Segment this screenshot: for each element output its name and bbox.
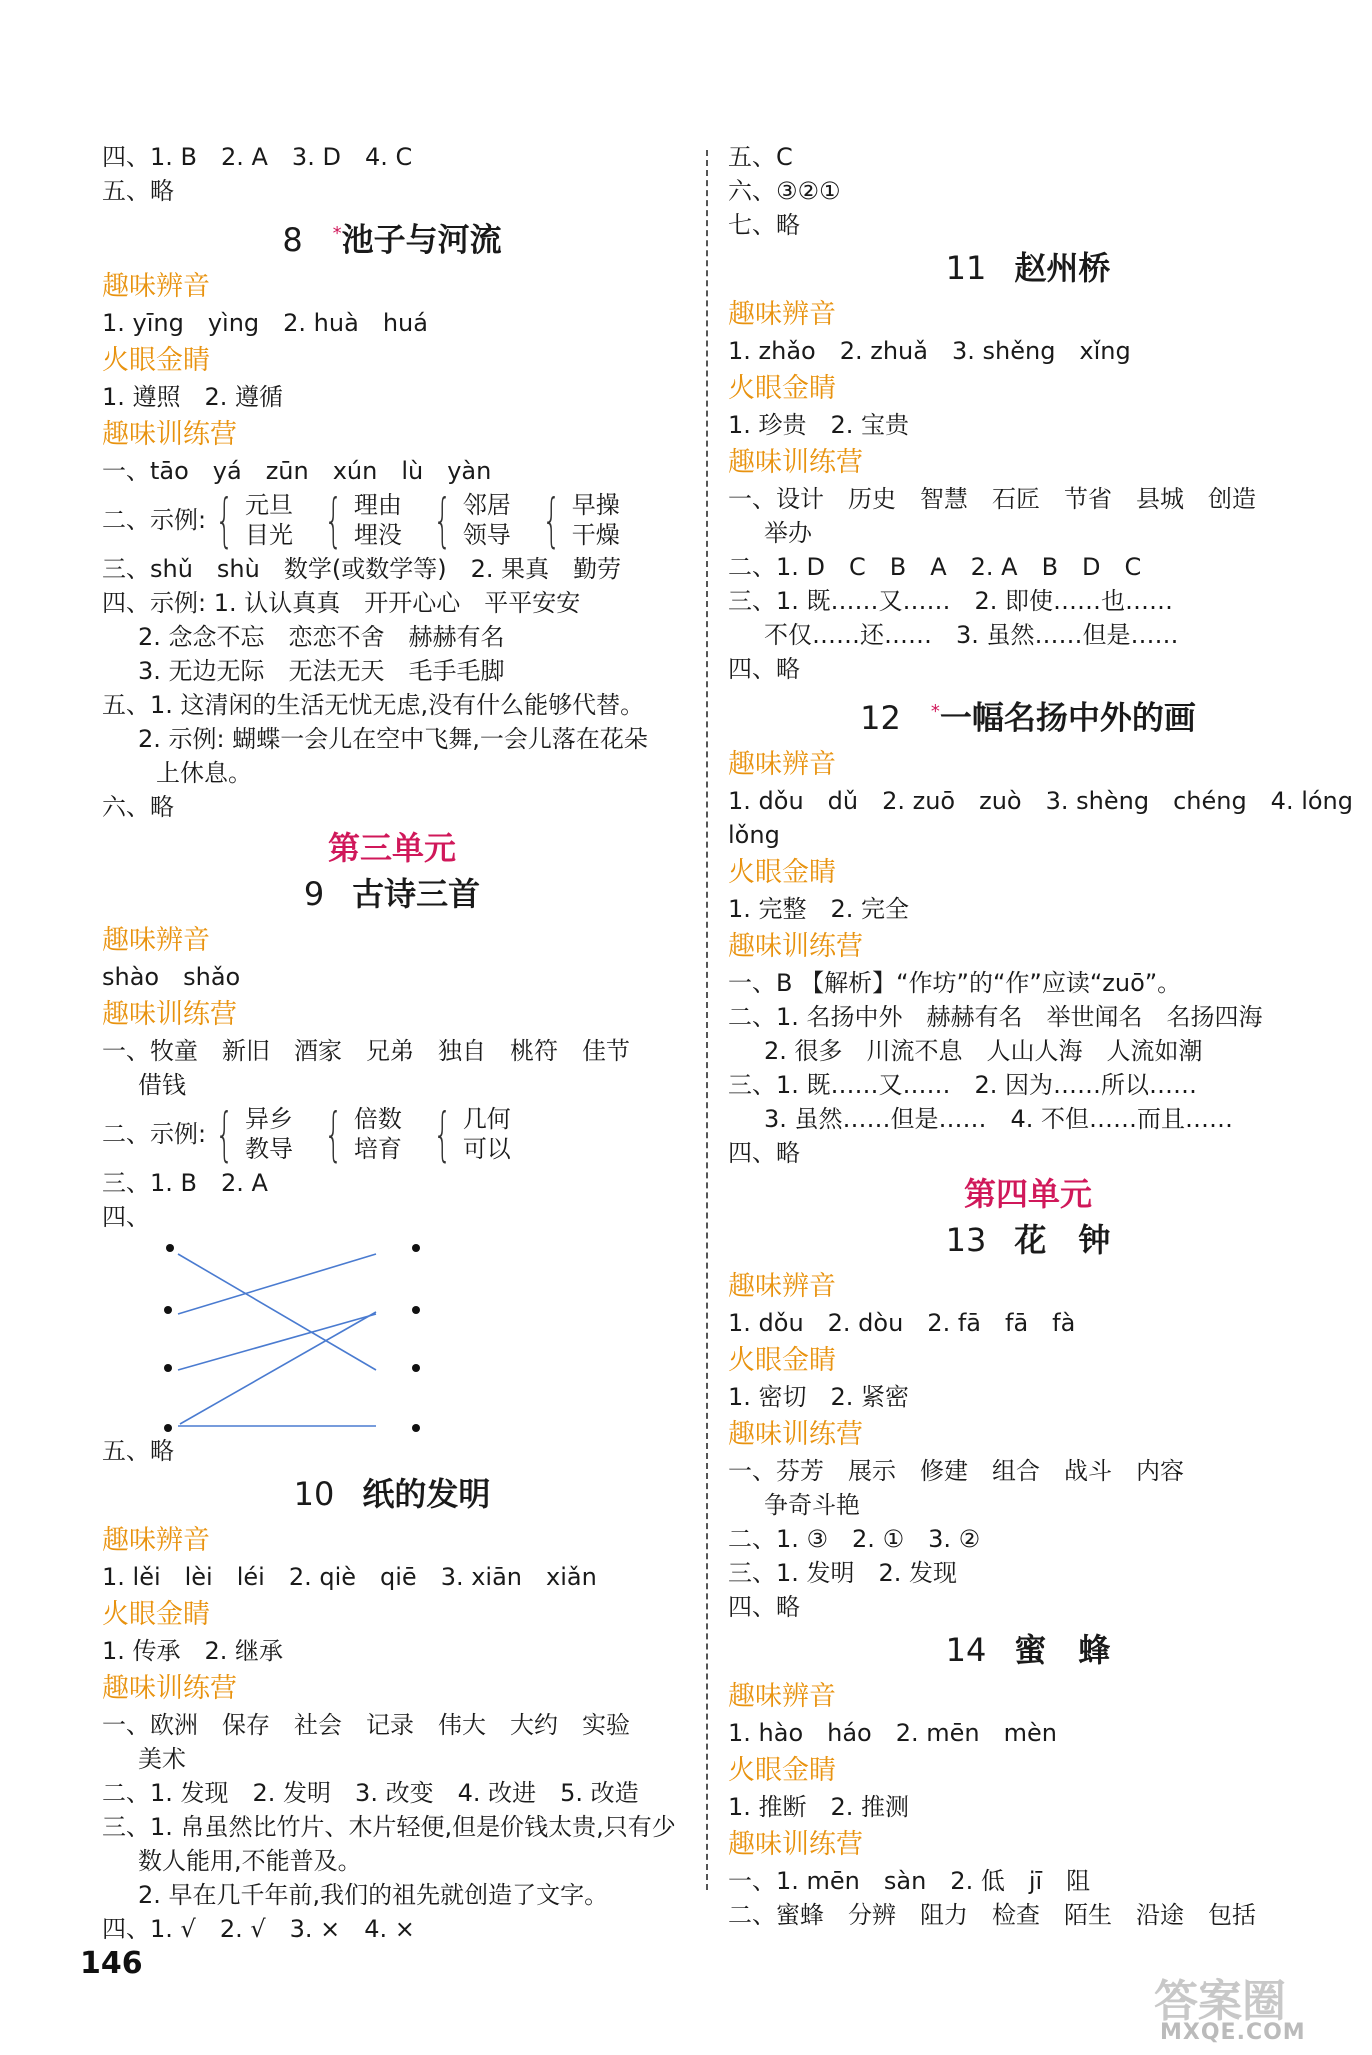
answer-line: 借钱 [138, 1070, 186, 1099]
lesson-title: 8 *池子与河流 [282, 220, 502, 259]
section-heading: 火眼金睛 [728, 856, 836, 888]
answer-line: 三、1. 既……又…… 2. 即使……也…… [728, 587, 1174, 615]
answer-line: 五、略 [102, 1436, 174, 1465]
section-heading: 火眼金睛 [728, 1344, 836, 1376]
answer-line: 六、略 [102, 792, 174, 821]
answer-line: 四、1. B 2. A 3. D 4. C [102, 143, 413, 171]
answer-line: 1. dǒu dǔ 2. zuō zuò 3. shèng chéng 4. lóng [728, 786, 1354, 815]
page-number: 146 [80, 1946, 143, 1981]
answer-line: 四、示例: 1. 认认真真 开开心心 平平安安 [102, 588, 581, 617]
brace-answer-row: 二、示例: { 元旦 目光 { 理由 埋没 { 邻居 领导 { 早操 干燥 [102, 485, 620, 554]
answer-line: 1. lěi lèi léi 2. qiè qiē 3. xiān xiǎn [102, 1562, 597, 1591]
answer-line: 四、略 [728, 1592, 800, 1621]
section-heading: 趣味辨音 [728, 299, 836, 330]
section-heading: 趣味训练营 [728, 1828, 863, 1860]
watermark-url: MXQE.COM [1160, 2020, 1306, 2045]
answer-line: 2. 早在几千年前,我们的祖先就创造了文字。 [138, 1880, 609, 1909]
left-column [102, 140, 682, 1946]
section-heading: 趣味辨音 [728, 748, 836, 780]
lesson-title: 14 蜜 蜂 [945, 1630, 1111, 1669]
answer-line: shào shǎo [102, 962, 241, 991]
match-lines [178, 1254, 376, 1426]
answer-line: 争奇斗艳 [764, 1490, 860, 1519]
section-heading: 火眼金睛 [728, 1754, 836, 1786]
section-heading: 趣味训练营 [728, 1418, 863, 1450]
answer-line: 1. 推断 2. 推测 [728, 1792, 910, 1821]
lesson-title: 12 *一幅名扬中外的画 [860, 698, 1196, 737]
answer-line: 1. yīng yìng 2. huà huá [102, 308, 428, 337]
answer-line: 一、tāo yá zūn xún lù yàn [102, 456, 492, 485]
answer-line: 三、shǔ shù 数学(或数学等) 2. 果真 勤劳 [102, 554, 622, 583]
lesson-title: 9 古诗三首 [303, 874, 481, 913]
section-heading: 趣味训练营 [102, 418, 237, 450]
answer-line: 七、略 [728, 211, 800, 239]
answer-line: 四、1. √ 2. √ 3. × 4. × [102, 1914, 415, 1943]
section-heading: 趣味训练营 [102, 1672, 237, 1704]
lesson-title: 11 赵州桥 [945, 249, 1111, 287]
column-divider [706, 150, 708, 1890]
brace-answer-row: 二、示例: { 异乡 教导 { 倍数 培育 { 几何 可以 [102, 1099, 511, 1168]
section-heading: 火眼金睛 [102, 344, 210, 376]
section-heading: 趣味辨音 [728, 1270, 836, 1302]
answer-line: 五、略 [102, 177, 174, 205]
answer-line: 一、欧洲 保存 社会 记录 伟大 大约 实验 [102, 1710, 630, 1739]
unit-heading: 第四单元 [963, 1174, 1092, 1213]
answer-line: 数人能用,不能普及。 [138, 1846, 362, 1875]
answer-line: 1. 遵照 2. 遵循 [102, 382, 284, 411]
answer-line: lǒng [728, 820, 780, 849]
section-heading: 趣味辨音 [102, 924, 210, 956]
answer-line: 五、C [728, 143, 793, 171]
answer-line: 美术 [138, 1744, 186, 1773]
answer-line: 二、蜜蜂 分辨 阻力 检查 陌生 沿途 包括 [728, 1900, 1256, 1929]
lesson-title: 10 纸的发明 [293, 1474, 491, 1513]
section-heading: 趣味训练营 [728, 930, 863, 962]
answer-line: 五、1. 这清闲的生活无忧无虑,没有什么能够代替。 [102, 690, 645, 719]
answer-line: 三、1. 发明 2. 发现 [728, 1558, 958, 1587]
right-column [728, 140, 1354, 1932]
section-heading: 趣味辨音 [102, 1524, 210, 1556]
answer-line: 1. 完整 2. 完全 [728, 894, 910, 923]
section-heading: 趣味训练营 [102, 998, 237, 1030]
answer-line: 3. 虽然……但是…… 4. 不但……而且…… [764, 1104, 1234, 1133]
answer-line: 三、1. 既……又…… 2. 因为……所以…… [728, 1070, 1198, 1099]
answer-line: 上休息。 [156, 758, 252, 787]
answer-line: 一、1. mēn sàn 2. 低 jī 阻 [728, 1866, 1091, 1895]
answer-line: 二、1. 名扬中外 赫赫有名 举世闻名 名扬四海 [728, 1002, 1263, 1031]
lesson-title: 13 花 钟 [945, 1220, 1111, 1259]
section-heading: 趣味辨音 [102, 270, 210, 302]
answer-line: 1. 珍贵 2. 宝贵 [728, 411, 910, 439]
answer-line: 2. 很多 川流不息 人山人海 人流如潮 [764, 1036, 1203, 1065]
answer-line: 六、③②① [728, 177, 841, 205]
answer-line: 四、 [102, 1202, 150, 1231]
answer-line: 一、牧童 新旧 酒家 兄弟 独自 桃符 佳节 [102, 1036, 630, 1065]
answer-line: 二、1. 发现 2. 发明 3. 改变 4. 改进 5. 改造 [102, 1778, 639, 1807]
answer-line: 1. 传承 2. 继承 [102, 1636, 284, 1665]
answer-line: 不仅……还…… 3. 虽然……但是…… [764, 621, 1179, 649]
section-heading: 趣味辨音 [728, 1680, 836, 1712]
answer-line: 2. 示例: 蝴蝶一会儿在空中飞舞,一会儿落在花朵 [138, 724, 648, 753]
answer-line: 举办 [764, 519, 812, 547]
answer-line: 四、略 [728, 655, 800, 683]
unit-heading: 第三单元 [327, 828, 456, 867]
answer-line: 二、1. ③ 2. ① 3. ② [728, 1524, 981, 1553]
answer-line: 二、1. D C B A 2. A B D C [728, 553, 1142, 581]
answer-line: 3. 无边无际 无法无天 毛手毛脚 [138, 656, 505, 685]
section-heading: 火眼金睛 [102, 1598, 210, 1630]
watermark-logo-text: 答案圈 [1154, 1976, 1286, 2027]
answer-line: 1. zhǎo 2. zhuǎ 3. shěng xǐng [728, 337, 1131, 365]
answer-line: 一、芬芳 展示 修建 组合 战斗 内容 [728, 1456, 1184, 1485]
matching-diagram [158, 1234, 458, 1434]
section-heading: 火眼金睛 [728, 373, 836, 404]
answer-line: 2. 念念不忘 恋恋不舍 赫赫有名 [138, 622, 505, 651]
section-heading: 趣味训练营 [728, 447, 863, 478]
answer-line: 三、1. B 2. A [102, 1168, 268, 1197]
answer-line: 1. hào háo 2. mēn mèn [728, 1718, 1057, 1747]
answer-line: 1. 密切 2. 紧密 [728, 1382, 910, 1411]
answer-line: 三、1. 帛虽然比竹片、木片轻便,但是价钱太贵,只有少 [102, 1812, 676, 1841]
answer-line: 一、设计 历史 智慧 石匠 节省 县城 创造 [728, 485, 1256, 513]
answer-line: 四、略 [728, 1138, 800, 1167]
answer-line: 1. dǒu 2. dòu 2. fā fā fà [728, 1308, 1076, 1337]
answer-line: 一、B 【解析】“作坊”的“作”应读“zuō”。 [728, 968, 1182, 997]
